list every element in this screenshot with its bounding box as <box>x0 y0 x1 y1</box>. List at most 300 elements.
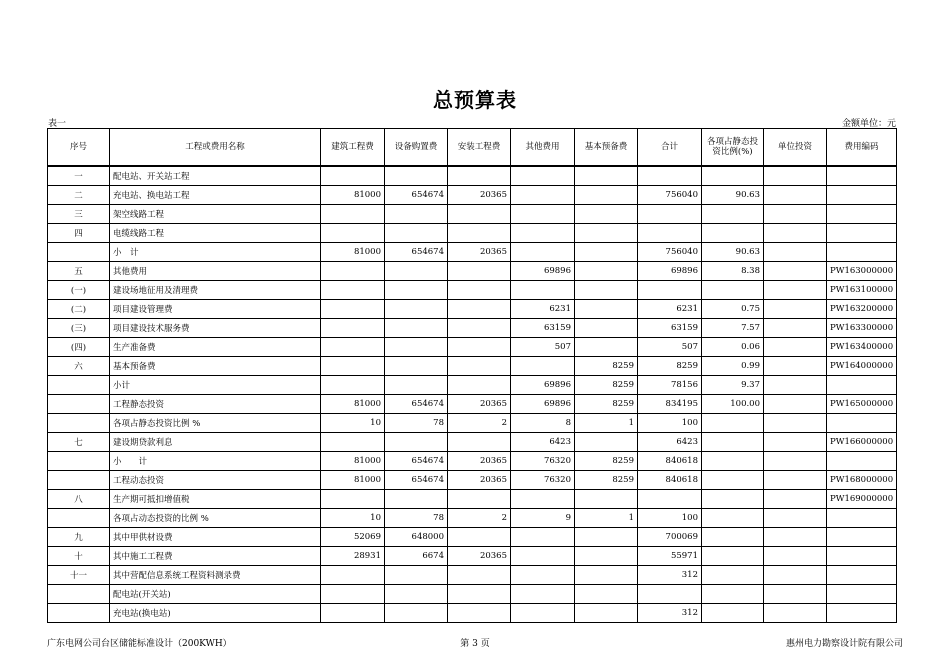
table-row <box>48 338 897 357</box>
table-cell: 20365 <box>448 452 511 471</box>
table-row <box>48 357 897 376</box>
unit-label: 金额单位：元 <box>841 119 896 129</box>
table-cell <box>448 585 511 604</box>
table-cell: 63159 <box>638 319 702 338</box>
table-cell <box>575 604 638 623</box>
footer-page-number: 第 3 页 <box>460 639 490 649</box>
table-cell <box>385 490 448 509</box>
table-cell <box>764 300 827 319</box>
table-cell: (二) <box>48 300 110 319</box>
table-cell <box>448 338 511 357</box>
table-cell: 756040 <box>638 243 702 262</box>
table-body <box>48 166 897 623</box>
table-cell <box>385 205 448 224</box>
table-cell: 20365 <box>448 186 511 205</box>
table-cell <box>385 376 448 395</box>
table-cell <box>385 338 448 357</box>
table-cell: 五 <box>48 262 110 281</box>
table-cell: 6231 <box>638 300 702 319</box>
table-cell: 654674 <box>385 471 448 490</box>
table-cell <box>48 395 110 414</box>
table-cell: 1 <box>575 414 638 433</box>
table-cell: 8 <box>511 414 575 433</box>
table-cell: 0.06 <box>702 338 764 357</box>
header-cell: 各项占静态投资比例(%) <box>702 129 764 167</box>
table-cell: 63159 <box>511 319 575 338</box>
table-row <box>48 528 897 547</box>
table-cell: 654674 <box>385 452 448 471</box>
table-cell <box>764 604 827 623</box>
table-cell <box>448 528 511 547</box>
table-cell <box>702 224 764 243</box>
table-cell: 三 <box>48 205 110 224</box>
table-cell: 81000 <box>321 395 385 414</box>
table-cell: 840618 <box>638 452 702 471</box>
header-cell: 序号 <box>48 129 110 167</box>
table-cell: 小 计 <box>110 243 321 262</box>
table-cell <box>764 414 827 433</box>
table-cell <box>448 566 511 585</box>
table-row <box>48 300 897 319</box>
table-cell <box>385 585 448 604</box>
table-cell: 700069 <box>638 528 702 547</box>
table-cell <box>511 490 575 509</box>
table-cell <box>321 281 385 300</box>
table-cell <box>702 281 764 300</box>
table-cell <box>321 585 385 604</box>
table-cell: 7.57 <box>702 319 764 338</box>
table-cell <box>764 376 827 395</box>
table-cell <box>48 604 110 623</box>
table-cell <box>385 566 448 585</box>
table-cell: 28931 <box>321 547 385 566</box>
table-cell: PW165000000 <box>827 395 897 414</box>
footer-project: 广东电网公司台区储能标准设计（200KWH） <box>47 639 232 649</box>
table-cell <box>702 566 764 585</box>
table-cell: 20365 <box>448 243 511 262</box>
table-cell <box>321 224 385 243</box>
table-cell <box>385 262 448 281</box>
table-cell <box>702 547 764 566</box>
table-cell: 76320 <box>511 471 575 490</box>
table-cell <box>385 224 448 243</box>
table-cell: 建设场地征用及清理费 <box>110 281 321 300</box>
table-cell <box>321 319 385 338</box>
budget-table <box>47 128 897 623</box>
table-cell <box>764 338 827 357</box>
table-cell: 654674 <box>385 395 448 414</box>
table-cell: 840618 <box>638 471 702 490</box>
table-cell <box>764 243 827 262</box>
header-cell: 工程或费用名称 <box>110 129 321 167</box>
table-cell <box>764 319 827 338</box>
table-cell <box>321 205 385 224</box>
table-cell <box>448 604 511 623</box>
table-row <box>48 319 897 338</box>
table-cell: 90.63 <box>702 186 764 205</box>
table-cell: 配电站(开关站) <box>110 585 321 604</box>
table-cell <box>448 166 511 186</box>
table-cell: 0.75 <box>702 300 764 319</box>
table-cell: 配电站、开关站工程 <box>110 166 321 186</box>
table-cell: 6423 <box>511 433 575 452</box>
table-cell: 九 <box>48 528 110 547</box>
table-cell: 生产期可抵扣增值税 <box>110 490 321 509</box>
table-cell <box>575 205 638 224</box>
table-cell: 20365 <box>448 547 511 566</box>
table-cell <box>575 262 638 281</box>
table-cell <box>321 338 385 357</box>
table-cell <box>385 319 448 338</box>
table-row <box>48 471 897 490</box>
table-cell: 2 <box>448 509 511 528</box>
table-cell <box>321 357 385 376</box>
table-cell: 312 <box>638 566 702 585</box>
table-cell: PW163400000 <box>827 338 897 357</box>
table-cell <box>827 566 897 585</box>
table-cell <box>448 376 511 395</box>
table-cell <box>702 452 764 471</box>
table-row <box>48 186 897 205</box>
table-cell: 20365 <box>448 471 511 490</box>
table-cell: 生产准备费 <box>110 338 321 357</box>
table-cell <box>321 376 385 395</box>
table-cell: 其中施工工程费 <box>110 547 321 566</box>
table-cell <box>48 376 110 395</box>
table-cell: 69896 <box>511 376 575 395</box>
table-cell <box>827 528 897 547</box>
table-cell: 52069 <box>321 528 385 547</box>
table-cell <box>575 300 638 319</box>
header-cell: 建筑工程费 <box>321 129 385 167</box>
table-cell <box>511 281 575 300</box>
table-cell: 100 <box>638 509 702 528</box>
table-row <box>48 281 897 300</box>
header-cell: 单位投资 <box>764 129 827 167</box>
table-cell: 834195 <box>638 395 702 414</box>
table-row <box>48 243 897 262</box>
table-cell: 8259 <box>638 357 702 376</box>
table-cell: 20365 <box>448 395 511 414</box>
header-cell: 基本预备费 <box>575 129 638 167</box>
table-cell: 78 <box>385 509 448 528</box>
table-cell: 建设期贷款利息 <box>110 433 321 452</box>
table-cell <box>575 186 638 205</box>
table-cell: 基本预备费 <box>110 357 321 376</box>
table-cell <box>702 414 764 433</box>
table-cell <box>575 585 638 604</box>
table-cell <box>448 300 511 319</box>
table-cell <box>764 509 827 528</box>
table-cell <box>48 471 110 490</box>
table-cell <box>638 585 702 604</box>
table-row <box>48 224 897 243</box>
table-cell <box>575 281 638 300</box>
table-cell: 648000 <box>385 528 448 547</box>
table-cell <box>511 186 575 205</box>
table-cell: 10 <box>321 414 385 433</box>
table-cell <box>575 224 638 243</box>
table-cell <box>448 433 511 452</box>
table-cell <box>321 166 385 186</box>
table-cell <box>511 224 575 243</box>
table-cell: 8259 <box>575 357 638 376</box>
table-cell: 充电站、换电站工程 <box>110 186 321 205</box>
table-cell <box>511 585 575 604</box>
table-cell: 项目建设技术服务费 <box>110 319 321 338</box>
table-cell <box>638 205 702 224</box>
header-cell: 费用编码 <box>827 129 897 167</box>
table-cell <box>321 300 385 319</box>
table-cell <box>827 205 897 224</box>
table-cell <box>764 528 827 547</box>
table-cell: 81000 <box>321 186 385 205</box>
table-cell <box>511 604 575 623</box>
table-cell: (一) <box>48 281 110 300</box>
table-cell <box>321 604 385 623</box>
table-cell <box>827 452 897 471</box>
table-row <box>48 376 897 395</box>
table-row <box>48 205 897 224</box>
table-cell <box>321 566 385 585</box>
table-cell <box>638 224 702 243</box>
table-cell <box>448 262 511 281</box>
table-cell: 76320 <box>511 452 575 471</box>
table-cell: 8259 <box>575 376 638 395</box>
table-cell: 一 <box>48 166 110 186</box>
table-cell <box>575 547 638 566</box>
table-cell: 十一 <box>48 566 110 585</box>
table-cell <box>511 547 575 566</box>
table-cell <box>448 319 511 338</box>
table-cell <box>638 166 702 186</box>
table-cell: 312 <box>638 604 702 623</box>
table-cell <box>575 166 638 186</box>
table-cell: PW163200000 <box>827 300 897 319</box>
table-cell <box>48 452 110 471</box>
table-cell: 81000 <box>321 243 385 262</box>
table-cell: PW164000000 <box>827 357 897 376</box>
table-cell <box>638 490 702 509</box>
table-cell: 工程动态投资 <box>110 471 321 490</box>
table-cell <box>827 585 897 604</box>
table-cell: 8259 <box>575 452 638 471</box>
table-cell <box>702 166 764 186</box>
table-cell <box>511 243 575 262</box>
table-cell: 90.63 <box>702 243 764 262</box>
table-cell: 8.38 <box>702 262 764 281</box>
table-row <box>48 585 897 604</box>
table-cell <box>764 433 827 452</box>
table-cell: 其中甲供材设费 <box>110 528 321 547</box>
table-cell: 充电站(换电站) <box>110 604 321 623</box>
table-cell <box>385 433 448 452</box>
table-cell: PW163100000 <box>827 281 897 300</box>
table-cell <box>827 243 897 262</box>
table-cell: 电缆线路工程 <box>110 224 321 243</box>
table-cell <box>764 357 827 376</box>
table-cell: 9.37 <box>702 376 764 395</box>
table-cell: PW168000000 <box>827 471 897 490</box>
table-cell <box>575 528 638 547</box>
table-cell <box>575 566 638 585</box>
table-cell: 8259 <box>575 395 638 414</box>
table-cell: 507 <box>638 338 702 357</box>
table-row <box>48 262 897 281</box>
table-cell: 507 <box>511 338 575 357</box>
table-cell: 小 计 <box>110 452 321 471</box>
table-cell: (四) <box>48 338 110 357</box>
header-cell: 设备购置费 <box>385 129 448 167</box>
table-cell: PW166000000 <box>827 433 897 452</box>
table-cell <box>321 490 385 509</box>
table-cell <box>764 585 827 604</box>
table-cell: 0.99 <box>702 357 764 376</box>
table-cell: 十 <box>48 547 110 566</box>
table-cell: 69896 <box>511 395 575 414</box>
table-row <box>48 166 897 186</box>
table-cell <box>827 376 897 395</box>
table-cell <box>702 471 764 490</box>
table-cell <box>511 166 575 186</box>
table-cell <box>448 224 511 243</box>
table-cell <box>385 357 448 376</box>
table-cell <box>385 281 448 300</box>
table-cell: 10 <box>321 509 385 528</box>
table-cell: 756040 <box>638 186 702 205</box>
table-cell <box>385 166 448 186</box>
table-cell: 100 <box>638 414 702 433</box>
table-cell: 78156 <box>638 376 702 395</box>
table-cell <box>764 186 827 205</box>
table-cell: PW163000000 <box>827 262 897 281</box>
header-cell: 合计 <box>638 129 702 167</box>
table-row <box>48 509 897 528</box>
table-row <box>48 547 897 566</box>
table-cell: PW163300000 <box>827 319 897 338</box>
table-cell <box>511 357 575 376</box>
table-cell <box>827 547 897 566</box>
table-cell <box>764 566 827 585</box>
table-cell: 1 <box>575 509 638 528</box>
table-cell <box>321 433 385 452</box>
table-cell: 架空线路工程 <box>110 205 321 224</box>
table-cell: 小计 <box>110 376 321 395</box>
table-row <box>48 395 897 414</box>
table-row <box>48 566 897 585</box>
page-title: 总预算表 <box>433 88 517 112</box>
table-cell <box>48 585 110 604</box>
table-cell <box>321 262 385 281</box>
table-cell <box>448 205 511 224</box>
table-cell <box>764 471 827 490</box>
table-row <box>48 433 897 452</box>
table-cell <box>764 452 827 471</box>
table-cell <box>638 281 702 300</box>
header-cell: 其他费用 <box>511 129 575 167</box>
table-row <box>48 452 897 471</box>
table-cell <box>764 547 827 566</box>
table-cell: 78 <box>385 414 448 433</box>
table-cell <box>827 224 897 243</box>
table-cell <box>764 395 827 414</box>
table-cell: 81000 <box>321 471 385 490</box>
table-cell <box>511 528 575 547</box>
table-cell <box>764 490 827 509</box>
table-cell: 81000 <box>321 452 385 471</box>
table-row <box>48 414 897 433</box>
table-cell <box>575 243 638 262</box>
table-cell <box>48 414 110 433</box>
table-cell: 654674 <box>385 243 448 262</box>
header-row <box>48 129 897 167</box>
table-cell <box>448 357 511 376</box>
table-cell <box>764 166 827 186</box>
table-cell: 项目建设管理费 <box>110 300 321 319</box>
footer-company: 惠州电力勘察设计院有限公司 <box>785 639 903 649</box>
table-cell <box>764 262 827 281</box>
table-cell <box>48 243 110 262</box>
table-cell: 55971 <box>638 547 702 566</box>
table-cell: 各项占动态投资的比例 % <box>110 509 321 528</box>
table-cell: 各项占静态投资比例 % <box>110 414 321 433</box>
table-cell: 二 <box>48 186 110 205</box>
table-cell <box>448 490 511 509</box>
table-cell: 八 <box>48 490 110 509</box>
table-cell <box>448 281 511 300</box>
table-cell <box>764 224 827 243</box>
table-cell: 9 <box>511 509 575 528</box>
table-cell: 六 <box>48 357 110 376</box>
table-cell: 其他费用 <box>110 262 321 281</box>
table-cell <box>575 433 638 452</box>
table-cell <box>827 604 897 623</box>
table-cell <box>764 205 827 224</box>
table-cell <box>702 205 764 224</box>
table-cell: 6231 <box>511 300 575 319</box>
table-cell: 654674 <box>385 186 448 205</box>
table-cell: 6423 <box>638 433 702 452</box>
table-cell <box>827 166 897 186</box>
table-cell: PW169000000 <box>827 490 897 509</box>
table-cell: 工程静态投资 <box>110 395 321 414</box>
table-cell <box>702 433 764 452</box>
table-cell <box>764 281 827 300</box>
table-cell: 四 <box>48 224 110 243</box>
table-cell: 6674 <box>385 547 448 566</box>
table-cell: 七 <box>48 433 110 452</box>
table-cell <box>575 490 638 509</box>
table-cell <box>702 509 764 528</box>
table-cell <box>48 509 110 528</box>
table-cell: 2 <box>448 414 511 433</box>
table-cell <box>511 566 575 585</box>
table-cell: 100.00 <box>702 395 764 414</box>
table-cell: 69896 <box>638 262 702 281</box>
table-label: 表一 <box>48 119 67 129</box>
table-cell <box>702 585 764 604</box>
table-cell: 8259 <box>575 471 638 490</box>
table-row <box>48 490 897 509</box>
table-cell <box>827 414 897 433</box>
table-cell: (三) <box>48 319 110 338</box>
table-cell <box>827 186 897 205</box>
table-cell <box>702 528 764 547</box>
table-cell <box>511 205 575 224</box>
table-cell <box>575 319 638 338</box>
table-cell <box>385 604 448 623</box>
table-cell <box>385 300 448 319</box>
